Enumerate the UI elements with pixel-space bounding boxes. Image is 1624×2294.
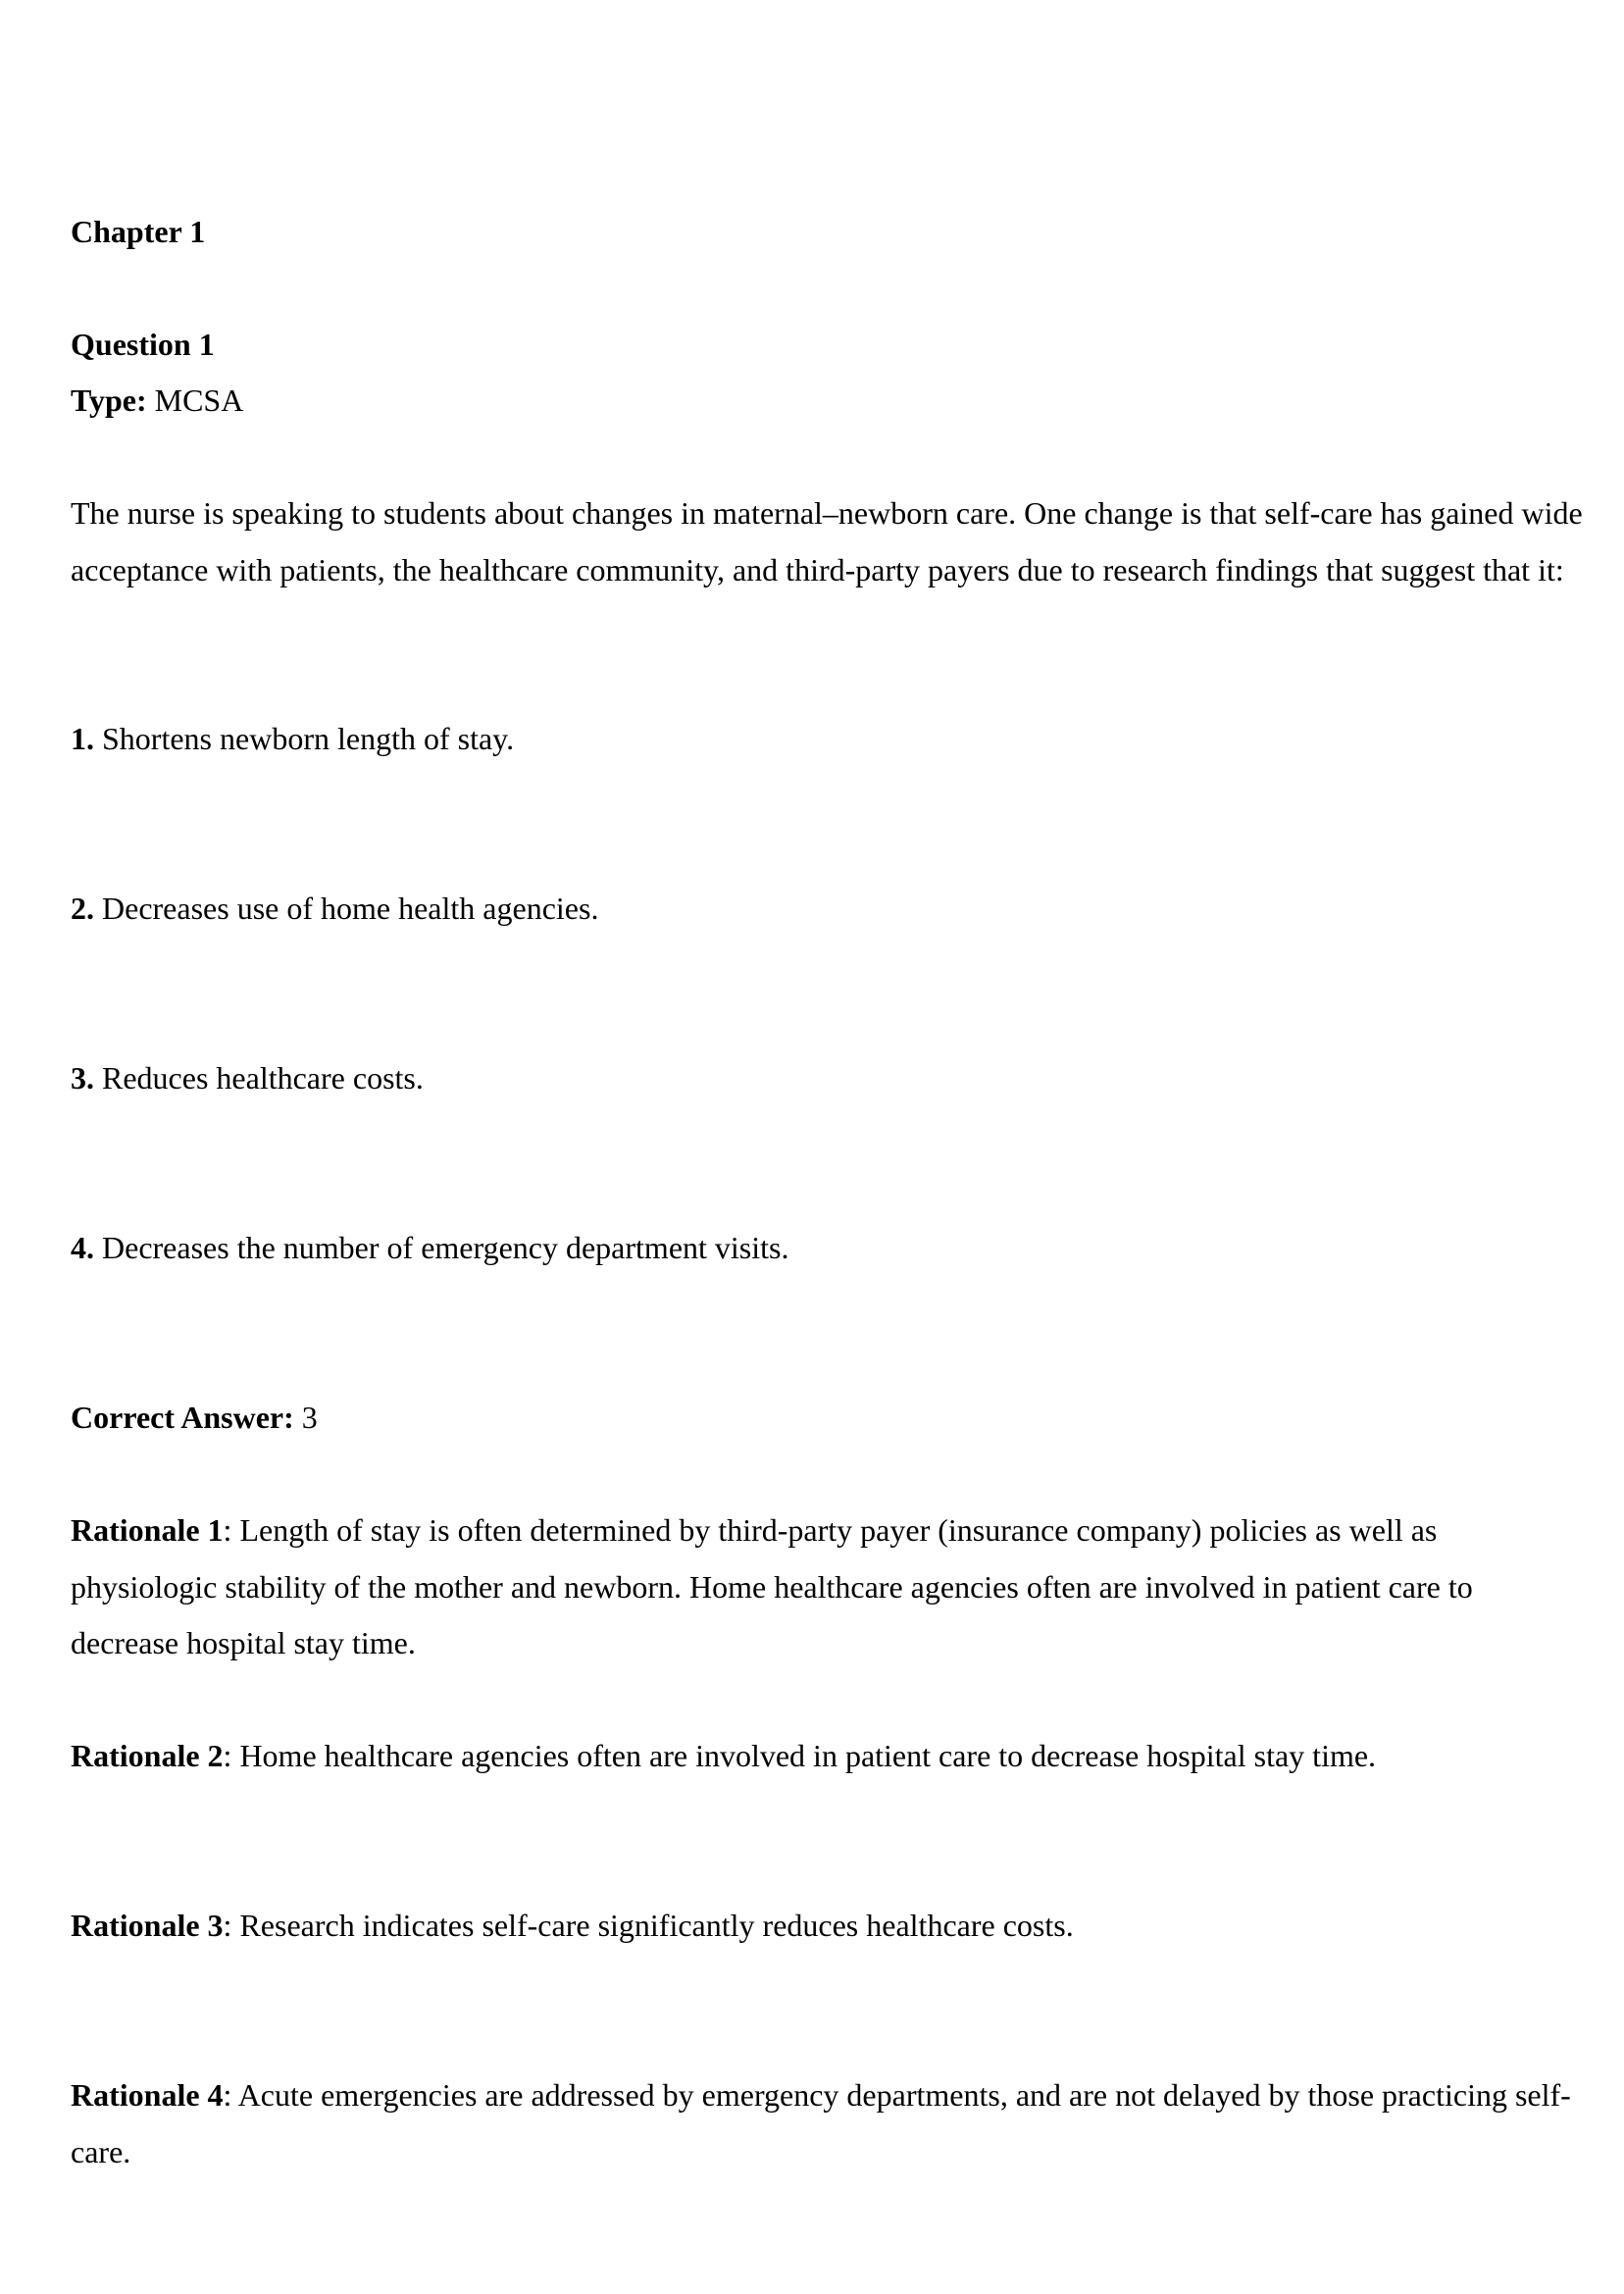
rationale-2 (71, 1728, 1585, 1785)
option-1 (71, 711, 1585, 768)
option-text: Reduces healthcare costs. (102, 1060, 424, 1096)
rationale-text: : Home healthcare agencies often are involved in patient care to decrease hospital stay time. (223, 1738, 1377, 1773)
option-text: Decreases use of home health agencies. (102, 891, 599, 926)
rationale-label: Rationale 2 (71, 1738, 224, 1773)
option-4 (71, 1220, 1585, 1277)
question-type-value: MCSA (154, 382, 244, 418)
option-number: 1. (71, 721, 94, 756)
rationale-label: Rationale 1 (71, 1512, 224, 1548)
rationale-label: Rationale 3 (71, 1908, 224, 1943)
option-number: 4. (71, 1230, 94, 1265)
rationale-label: Rationale 4 (71, 2077, 224, 2113)
correct-answer-value: 3 (301, 1400, 318, 1435)
question-type-label: Type: (71, 382, 147, 418)
option-3 (71, 1050, 1585, 1107)
rationale-3 (71, 1898, 1585, 1955)
chapter-heading: Chapter 1 (71, 214, 206, 249)
option-text: Shortens newborn length of stay. (102, 721, 515, 756)
correct-answer (71, 1390, 1585, 1447)
question-type (71, 373, 1585, 430)
rationale-text: : Acute emergencies are addressed by emergency departments, and are not delayed by those practicing self-care. (71, 2077, 1571, 2169)
rationale-text: : Length of stay is often determined by third-party payer (insurance company) policies as well as physiologic stability of the mother and newborn. Home healthcare agencies often are involved in patient care to decrease hospital stay time. (71, 1512, 1473, 1660)
option-number: 2. (71, 891, 94, 926)
correct-answer-label: Correct Answer: (71, 1400, 294, 1435)
question-stem: The nurse is speaking to students about changes in maternal–newborn care. One change is that self-care has gained wide acceptance with patients, the healthcare community, and third-party payers due to research findings that suggest that it: (71, 495, 1583, 587)
option-2 (71, 881, 1585, 938)
rationale-1 (71, 1503, 1585, 1672)
rationale-text: : Research indicates self-care significantly reduces healthcare costs. (223, 1908, 1074, 1943)
question-title: Question 1 (71, 327, 215, 362)
rationale-4 (71, 2067, 1585, 2180)
option-number: 3. (71, 1060, 94, 1096)
option-text: Decreases the number of emergency department visits. (102, 1230, 789, 1265)
